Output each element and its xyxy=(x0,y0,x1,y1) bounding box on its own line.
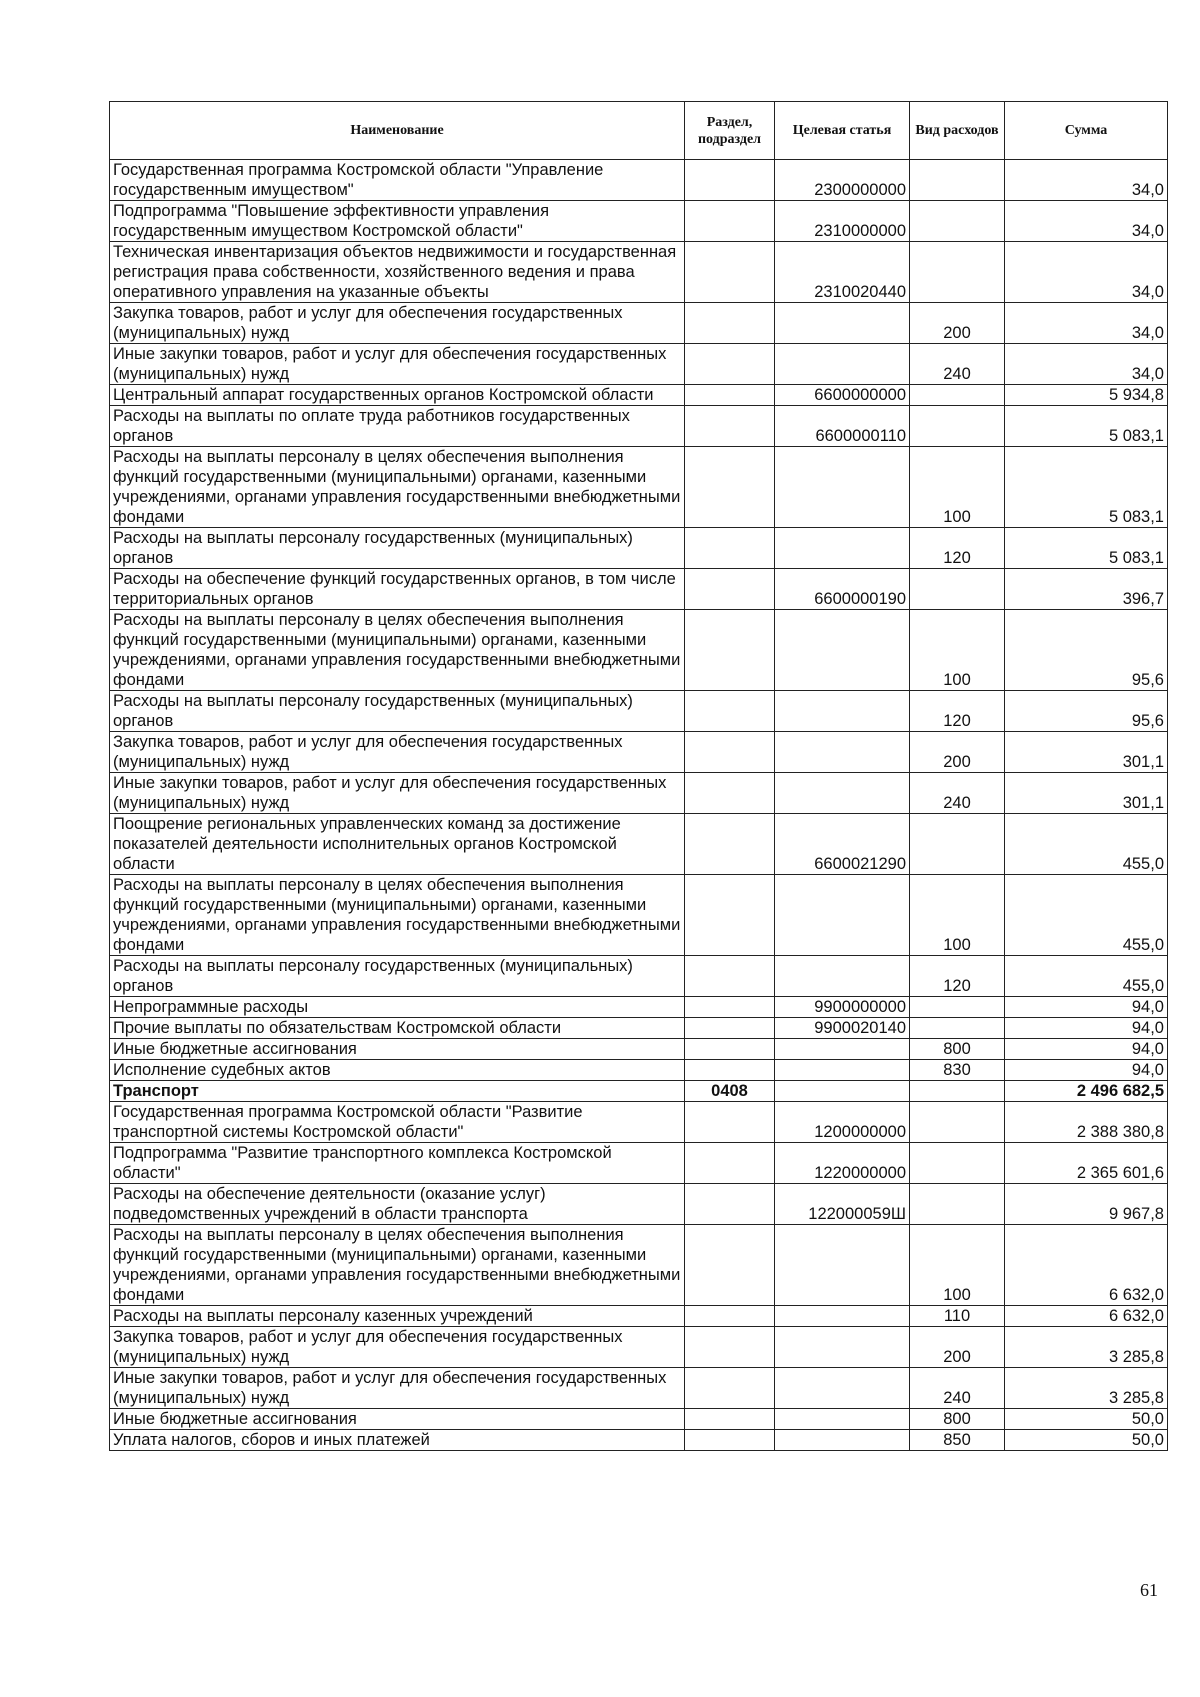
row-kind: 240 xyxy=(910,773,1005,814)
row-kind: 200 xyxy=(910,732,1005,773)
row-name: Непрограммные расходы xyxy=(110,997,685,1018)
row-kind: 120 xyxy=(910,691,1005,732)
table-row xyxy=(110,1018,1168,1039)
row-target xyxy=(775,528,910,569)
row-kind: 800 xyxy=(910,1039,1005,1060)
row-section xyxy=(685,447,775,528)
row-amount: 94,0 xyxy=(1005,1039,1168,1060)
row-section xyxy=(685,875,775,956)
row-name: Государственная программа Костромской области "Развитие транспортной системы Костромской области" xyxy=(110,1102,685,1143)
row-section xyxy=(685,528,775,569)
row-amount: 3 285,8 xyxy=(1005,1368,1168,1409)
table-row xyxy=(110,691,1168,732)
table-row xyxy=(110,1143,1168,1184)
table-row xyxy=(110,1184,1168,1225)
row-target: 122000059Ш xyxy=(775,1184,910,1225)
row-name: Закупка товаров, работ и услуг для обеспечения государственных (муниципальных) нужд xyxy=(110,1327,685,1368)
row-amount: 301,1 xyxy=(1005,732,1168,773)
table-row xyxy=(110,303,1168,344)
row-kind: 200 xyxy=(910,303,1005,344)
row-name: Расходы на выплаты персоналу государственных (муниципальных) органов xyxy=(110,528,685,569)
row-name: Исполнение судебных актов xyxy=(110,1060,685,1081)
row-target xyxy=(775,732,910,773)
row-section xyxy=(685,344,775,385)
row-section xyxy=(685,1143,775,1184)
header-name: Наименование xyxy=(110,102,685,160)
row-name: Расходы на выплаты персоналу в целях обеспечения выполнения функций государственными (муниципальными) органами, казенными учреждениями, органами управления государственными внебюджетными фондами xyxy=(110,610,685,691)
row-kind: 200 xyxy=(910,1327,1005,1368)
table-row xyxy=(110,569,1168,610)
row-name: Иные закупки товаров, работ и услуг для обеспечения государственных (муниципальных) нужд xyxy=(110,1368,685,1409)
row-kind xyxy=(910,1081,1005,1102)
table-row xyxy=(110,1225,1168,1306)
table-row xyxy=(110,242,1168,303)
row-target: 1220000000 xyxy=(775,1143,910,1184)
row-section xyxy=(685,303,775,344)
table-row xyxy=(110,160,1168,201)
row-kind: 100 xyxy=(910,610,1005,691)
header-kind: Вид расходов xyxy=(910,102,1005,160)
row-section xyxy=(685,1018,775,1039)
row-name: Поощрение региональных управленческих команд за достижение показателей деятельности исполнительных органов Костромской области xyxy=(110,814,685,875)
table-row xyxy=(110,1368,1168,1409)
row-name: Иные бюджетные ассигнования xyxy=(110,1039,685,1060)
table-body xyxy=(110,160,1168,1451)
row-section xyxy=(685,1430,775,1451)
row-amount: 50,0 xyxy=(1005,1430,1168,1451)
row-section xyxy=(685,732,775,773)
table-row xyxy=(110,1327,1168,1368)
table-row xyxy=(110,1102,1168,1143)
table-row xyxy=(110,344,1168,385)
row-kind xyxy=(910,569,1005,610)
row-kind xyxy=(910,1143,1005,1184)
row-amount: 34,0 xyxy=(1005,242,1168,303)
row-target: 6600021290 xyxy=(775,814,910,875)
row-name: Подпрограмма "Развитие транспортного комплекса Костромской области" xyxy=(110,1143,685,1184)
row-section xyxy=(685,956,775,997)
row-section xyxy=(685,1060,775,1081)
table-row xyxy=(110,447,1168,528)
row-kind: 100 xyxy=(910,1225,1005,1306)
row-amount: 34,0 xyxy=(1005,160,1168,201)
row-section xyxy=(685,242,775,303)
row-amount: 9 967,8 xyxy=(1005,1184,1168,1225)
row-target xyxy=(775,1060,910,1081)
row-kind xyxy=(910,242,1005,303)
row-name: Техническая инвентаризация объектов недвижимости и государственная регистрация права собственности, хозяйственного ведения и права оперативного управления на указанные объекты xyxy=(110,242,685,303)
row-target: 1200000000 xyxy=(775,1102,910,1143)
row-target xyxy=(775,1409,910,1430)
row-amount: 2 388 380,8 xyxy=(1005,1102,1168,1143)
row-section xyxy=(685,160,775,201)
row-kind: 240 xyxy=(910,344,1005,385)
row-kind: 100 xyxy=(910,875,1005,956)
row-amount: 34,0 xyxy=(1005,201,1168,242)
row-target xyxy=(775,1039,910,1060)
row-target xyxy=(775,875,910,956)
row-target xyxy=(775,956,910,997)
row-amount: 301,1 xyxy=(1005,773,1168,814)
row-amount: 50,0 xyxy=(1005,1409,1168,1430)
row-target xyxy=(775,1327,910,1368)
row-section xyxy=(685,1184,775,1225)
header-amount: Сумма xyxy=(1005,102,1168,160)
row-name: Расходы на выплаты персоналу в целях обеспечения выполнения функций государственными (муниципальными) органами, казенными учреждениями, органами управления государственными внебюджетными фондами xyxy=(110,447,685,528)
row-name: Иные бюджетные ассигнования xyxy=(110,1409,685,1430)
row-section xyxy=(685,385,775,406)
row-kind: 100 xyxy=(910,447,1005,528)
row-kind xyxy=(910,385,1005,406)
row-kind: 240 xyxy=(910,1368,1005,1409)
row-kind: 120 xyxy=(910,528,1005,569)
row-target xyxy=(775,1368,910,1409)
row-amount: 6 632,0 xyxy=(1005,1306,1168,1327)
row-kind: 800 xyxy=(910,1409,1005,1430)
table-row xyxy=(110,406,1168,447)
table-row xyxy=(110,732,1168,773)
row-section xyxy=(685,1327,775,1368)
table-row xyxy=(110,385,1168,406)
table-row xyxy=(110,773,1168,814)
row-name: Расходы на выплаты персоналу в целях обеспечения выполнения функций государственными (муниципальными) органами, казенными учреждениями, органами управления государственными внебюджетными фондами xyxy=(110,875,685,956)
row-section xyxy=(685,773,775,814)
table-row xyxy=(110,1060,1168,1081)
row-section xyxy=(685,1225,775,1306)
row-name: Расходы на выплаты персоналу казенных учреждений xyxy=(110,1306,685,1327)
row-name: Прочие выплаты по обязательствам Костромской области xyxy=(110,1018,685,1039)
row-section xyxy=(685,691,775,732)
row-section xyxy=(685,1368,775,1409)
row-kind xyxy=(910,160,1005,201)
row-amount: 2 496 682,5 xyxy=(1005,1081,1168,1102)
row-target xyxy=(775,1081,910,1102)
row-amount: 34,0 xyxy=(1005,303,1168,344)
row-amount: 94,0 xyxy=(1005,1018,1168,1039)
row-name: Закупка товаров, работ и услуг для обеспечения государственных (муниципальных) нужд xyxy=(110,303,685,344)
table-row xyxy=(110,1306,1168,1327)
row-name: Расходы на выплаты персоналу государственных (муниципальных) органов xyxy=(110,956,685,997)
row-amount: 5 934,8 xyxy=(1005,385,1168,406)
row-target xyxy=(775,1430,910,1451)
row-amount: 455,0 xyxy=(1005,956,1168,997)
row-target: 2300000000 xyxy=(775,160,910,201)
row-amount: 95,6 xyxy=(1005,691,1168,732)
table-row xyxy=(110,201,1168,242)
budget-table xyxy=(109,101,1168,1451)
row-name: Расходы на выплаты по оплате труда работников государственных органов xyxy=(110,406,685,447)
row-kind xyxy=(910,406,1005,447)
row-target: 9900000000 xyxy=(775,997,910,1018)
row-amount: 94,0 xyxy=(1005,1060,1168,1081)
row-amount: 95,6 xyxy=(1005,610,1168,691)
row-target xyxy=(775,447,910,528)
row-section xyxy=(685,1102,775,1143)
row-section: 0408 xyxy=(685,1081,775,1102)
table-row xyxy=(110,997,1168,1018)
table-row xyxy=(110,1081,1168,1102)
row-amount: 2 365 601,6 xyxy=(1005,1143,1168,1184)
row-target xyxy=(775,344,910,385)
row-amount: 455,0 xyxy=(1005,814,1168,875)
row-amount: 455,0 xyxy=(1005,875,1168,956)
header-target: Целевая статья xyxy=(775,102,910,160)
row-kind: 830 xyxy=(910,1060,1005,1081)
row-amount: 34,0 xyxy=(1005,344,1168,385)
page-number: 61 xyxy=(1140,1580,1158,1600)
row-section xyxy=(685,997,775,1018)
row-kind xyxy=(910,997,1005,1018)
row-amount: 5 083,1 xyxy=(1005,406,1168,447)
row-target: 6600000000 xyxy=(775,385,910,406)
row-kind: 110 xyxy=(910,1306,1005,1327)
table-header-row xyxy=(110,102,1168,160)
row-section xyxy=(685,814,775,875)
row-target xyxy=(775,610,910,691)
row-kind xyxy=(910,1102,1005,1143)
table-row xyxy=(110,528,1168,569)
row-name: Подпрограмма "Повышение эффективности управления государственным имуществом Костромской области" xyxy=(110,201,685,242)
row-section xyxy=(685,610,775,691)
row-section xyxy=(685,201,775,242)
row-name: Расходы на обеспечение функций государственных органов, в том числе территориальных органов xyxy=(110,569,685,610)
row-kind xyxy=(910,1184,1005,1225)
row-section xyxy=(685,569,775,610)
row-kind xyxy=(910,201,1005,242)
table-row xyxy=(110,814,1168,875)
row-amount: 5 083,1 xyxy=(1005,528,1168,569)
row-amount: 6 632,0 xyxy=(1005,1225,1168,1306)
row-name: Транспорт xyxy=(110,1081,685,1102)
row-kind xyxy=(910,814,1005,875)
row-target: 2310020440 xyxy=(775,242,910,303)
row-kind xyxy=(910,1018,1005,1039)
row-target: 9900020140 xyxy=(775,1018,910,1039)
table-row xyxy=(110,875,1168,956)
row-section xyxy=(685,1039,775,1060)
row-name: Иные закупки товаров, работ и услуг для обеспечения государственных (муниципальных) нужд xyxy=(110,344,685,385)
table-row xyxy=(110,1409,1168,1430)
table-row xyxy=(110,956,1168,997)
row-amount: 396,7 xyxy=(1005,569,1168,610)
row-target xyxy=(775,773,910,814)
table-row xyxy=(110,1430,1168,1451)
header-section: Раздел, подраздел xyxy=(685,102,775,160)
row-name: Иные закупки товаров, работ и услуг для обеспечения государственных (муниципальных) нужд xyxy=(110,773,685,814)
table-row xyxy=(110,610,1168,691)
row-name: Закупка товаров, работ и услуг для обеспечения государственных (муниципальных) нужд xyxy=(110,732,685,773)
row-name: Расходы на обеспечение деятельности (оказание услуг) подведомственных учреждений в области транспорта xyxy=(110,1184,685,1225)
row-section xyxy=(685,406,775,447)
row-amount: 5 083,1 xyxy=(1005,447,1168,528)
row-kind: 120 xyxy=(910,956,1005,997)
row-target: 6600000110 xyxy=(775,406,910,447)
row-target xyxy=(775,691,910,732)
row-target: 6600000190 xyxy=(775,569,910,610)
row-name: Центральный аппарат государственных органов Костромской области xyxy=(110,385,685,406)
row-name: Расходы на выплаты персоналу в целях обеспечения выполнения функций государственными (муниципальными) органами, казенными учреждениями, органами управления государственными внебюджетными фондами xyxy=(110,1225,685,1306)
row-section xyxy=(685,1306,775,1327)
row-name: Уплата налогов, сборов и иных платежей xyxy=(110,1430,685,1451)
row-name: Государственная программа Костромской области "Управление государственным имуществом" xyxy=(110,160,685,201)
row-section xyxy=(685,1409,775,1430)
row-target xyxy=(775,1225,910,1306)
row-target xyxy=(775,303,910,344)
row-amount: 94,0 xyxy=(1005,997,1168,1018)
table-row xyxy=(110,1039,1168,1060)
row-kind: 850 xyxy=(910,1430,1005,1451)
row-target xyxy=(775,1306,910,1327)
row-target: 2310000000 xyxy=(775,201,910,242)
row-amount: 3 285,8 xyxy=(1005,1327,1168,1368)
row-name: Расходы на выплаты персоналу государственных (муниципальных) органов xyxy=(110,691,685,732)
